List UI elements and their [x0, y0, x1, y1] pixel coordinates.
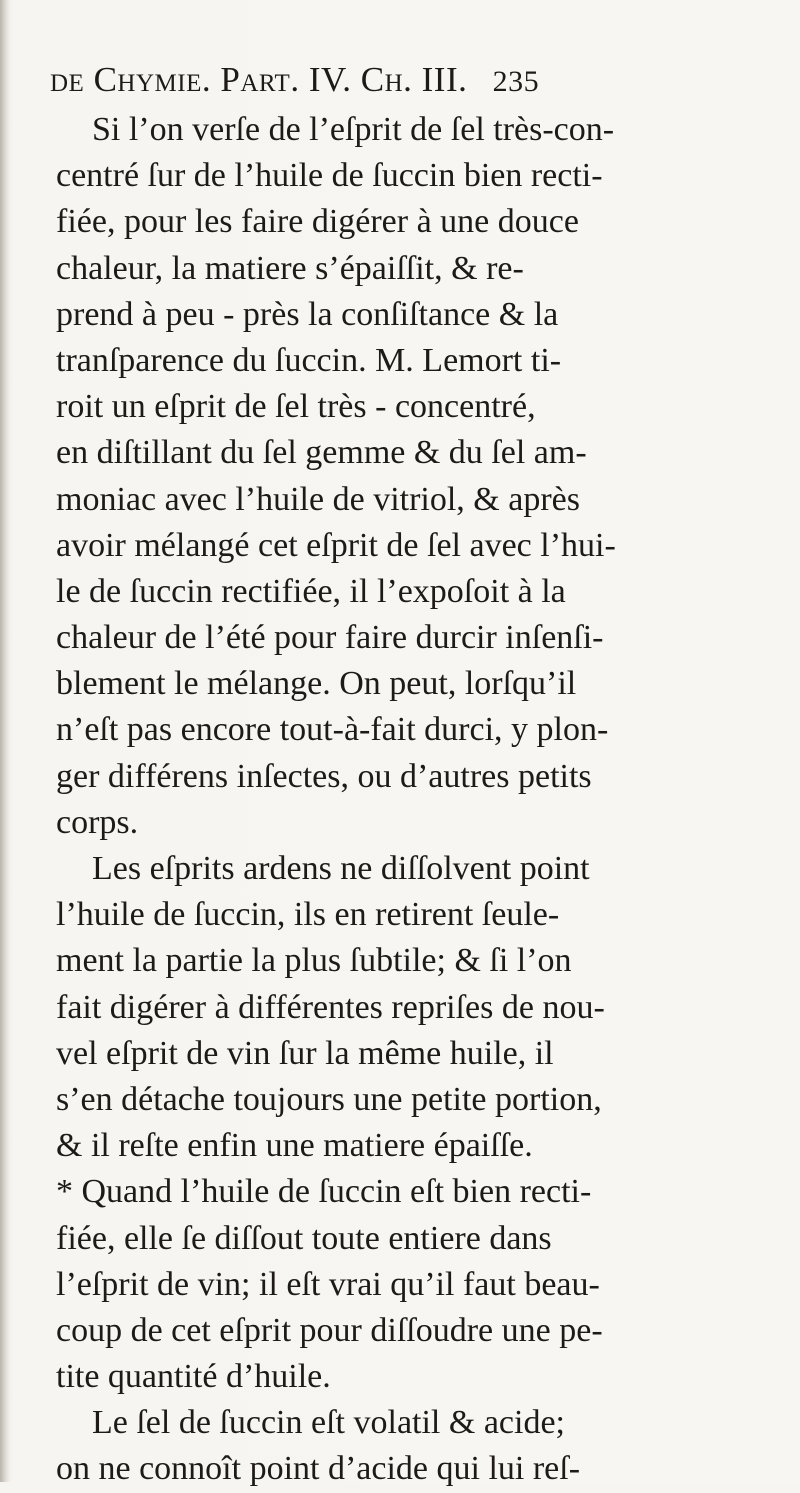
text-line: en diſtillant du ſel gemme & du ſel am-: [56, 434, 587, 472]
text-line: chaleur de l’été pour faire durcir inſenſi-: [56, 619, 604, 657]
text-line: chaleur, la matiere s’épaiſſit, & re-: [56, 249, 524, 287]
text-line: le de ſuccin rectifiée, il l’expoſoit à la: [56, 572, 566, 610]
text-line: coup de cet eſprit pour diſſoudre une pe-: [56, 1311, 603, 1349]
text-line: corps.: [56, 803, 139, 841]
text-line: blement le mélange. On peut, lorſqu’il: [56, 665, 577, 703]
text-line: avoir mélangé cet eſprit de ſel avec l’hui-: [56, 526, 616, 564]
text-line: fait digérer à différentes repriſes de nou-: [56, 988, 605, 1026]
text-line: centré ſur de l’huile de ſuccin bien recti-: [56, 157, 603, 195]
body-text: [56, 107, 786, 1493]
text-line: l’huile de ſuccin, ils en retirent ſeule-: [56, 896, 560, 934]
text-line: * Quand l’huile de ſuccin eſt bien recti-: [56, 1173, 592, 1211]
text-line: fiée, elle ſe diſſout toute entiere dans: [56, 1219, 552, 1257]
text-line: Le ſel de ſuccin eſt volatil & acide;: [92, 1404, 565, 1442]
text-line: s’en détache toujours une petite portion,: [56, 1080, 602, 1118]
text-line: moniac avec l’huile de vitriol, & après: [56, 480, 580, 518]
binding-shadow: [0, 0, 10, 1482]
text-line: & il reſte enfin une matiere épaiſſe.: [56, 1127, 533, 1165]
text-line: ger différens inſectes, ou d’autres petits: [56, 757, 592, 795]
text-line: l’eſprit de vin; il eſt vrai qu’il faut beau-: [56, 1265, 600, 1303]
text-line: Les eſprits ardens ne diſſolvent point: [92, 850, 590, 887]
text-line: prend à peu - près la conſiſtance & la: [56, 295, 559, 333]
text-line: Si l’on verſe de l’eſprit de ſel très-con-: [92, 111, 615, 148]
text-line: tite quantité d’huile.: [56, 1358, 331, 1396]
text-line: ment la partie la plus ſubtile; & ſi l’on: [56, 942, 572, 980]
text-line: vel eſprit de vin ſur la même huile, il: [56, 1034, 554, 1072]
text-line: roit un eſprit de ſel très - concentré,: [56, 388, 536, 426]
running-head-title: de Chymie. Part. IV. Ch. III.: [50, 60, 468, 99]
text-line: on ne connoît point d’acide qui lui reſ-: [56, 1450, 581, 1488]
text-line: tranſparence du ſuccin. M. Lemort ti-: [56, 341, 562, 379]
page-number: 235: [492, 65, 540, 98]
running-head: [50, 60, 770, 106]
text-line: fiée, pour les faire digérer à une douce: [56, 203, 579, 241]
text-line: n’eſt pas encore tout-à-fait durci, y plon-: [56, 711, 609, 749]
